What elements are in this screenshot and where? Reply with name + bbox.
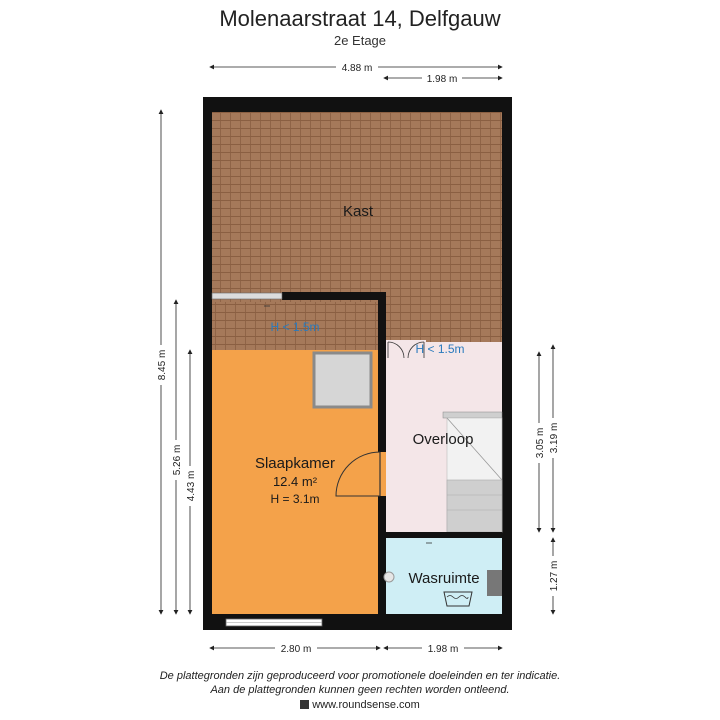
floorplan-address-title: Molenaarstraat 14, Delfgauw: [219, 6, 501, 31]
dim-right-b: 3.19 m: [549, 422, 560, 454]
slaapkamer-label: Slaapkamer: [254, 455, 336, 472]
wasruimte-label: Wasruimte: [408, 570, 480, 587]
dim-right-c: 1.27 m: [549, 560, 560, 592]
dim-bottom-right: 1.98 m: [427, 644, 459, 655]
dim-left-mid: 5.26 m: [172, 444, 183, 476]
inner-wall-top: [282, 292, 386, 300]
overloop-label: Overloop: [412, 431, 474, 448]
floor-level-subtitle: 2e Etage: [333, 33, 387, 48]
dim-bottom-left: 2.80 m: [280, 644, 312, 655]
credit-line: [0, 699, 720, 711]
slaapkamer-area: 12.4 m²: [272, 474, 318, 489]
credit-url[interactable]: www.roundsense.com: [312, 699, 420, 711]
sink-icon: [384, 572, 394, 582]
dim-left-total: 8.45 m: [157, 349, 168, 381]
slaapkamer-door-opening: [378, 452, 386, 496]
skylight: [314, 353, 371, 407]
dim-left-inner: 4.43 m: [186, 470, 197, 502]
disclaimer-line-1: De plattegronden zijn geproduceerd voor promotionele doeleinden en ter indicatie.: [159, 670, 561, 682]
stair-wall: [443, 412, 502, 418]
slaapkamer-height: H = 3.1m: [270, 492, 320, 506]
roundsense-logo-icon: [300, 700, 309, 709]
washer-connection: [487, 570, 502, 596]
dim-top-right: 1.98 m: [426, 74, 458, 85]
h-left-label: H < 1.5m: [270, 320, 320, 334]
disclaimer-line-2: Aan de plattegronden kunnen geen rechten worden ontleend.: [210, 684, 510, 696]
wall-overloop-wasruimte: [386, 532, 502, 538]
skylight-window-top: [212, 293, 282, 299]
stair-lower: [447, 480, 502, 532]
dim-top-total: 4.88 m: [341, 63, 373, 74]
dim-right-a: 3.05 m: [535, 427, 546, 459]
kast-label: Kast: [342, 203, 374, 220]
h-right-label: H < 1.5m: [415, 342, 465, 356]
